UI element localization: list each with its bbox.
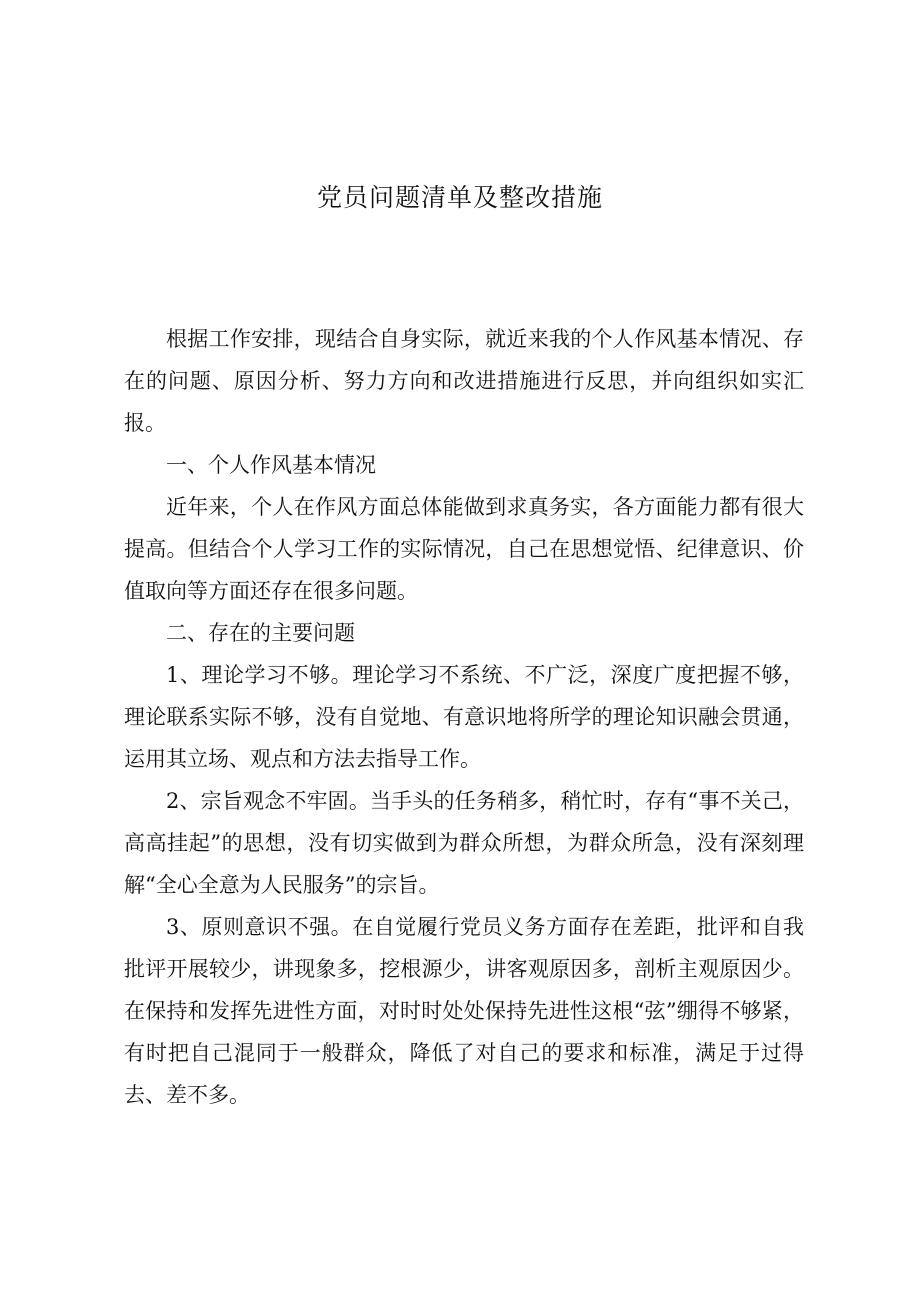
document-title: 党员问题清单及整改措施 [316,183,603,212]
paragraph-problem-2: 2、宗旨观念不牢固。当手头的任务稍多，稍忙时，存有“事不关己，高高挂起”的思想，没有切实做到为群众所想，为群众所急，没有深刻理解“全心全意为人民服务”的宗旨。 [124,789,804,897]
paragraph-basic-situation: 近年来，个人在作风方面总体能做到求真务实，各方面能力都有很大提高。但结合个人学习工作的实际情况，自己在思想觉悟、纪律意识、价值取向等方面还存在很多问题。 [124,495,804,603]
section-heading-2: 二、存在的主要问题 [166,621,355,645]
document-body [124,318,804,1116]
paragraph-problem-1: 1、理论学习不够。理论学习不系统、不广泛，深度广度把握不够，理论联系实际不够，没有自觉地、有意识地将所学的理论知识融会贯通，运用其立场、观点和方法去指导工作。 [124,663,804,771]
paragraph-intro: 根据工作安排，现结合自身实际，就近来我的个人作风基本情况、存在的问题、原因分析、努力方向和改进措施进行反思，并向组织如实汇报。 [124,327,804,435]
section-heading-1: 一、个人作风基本情况 [166,453,376,477]
paragraph-problem-3: 3、原则意识不强。在自觉履行党员义务方面存在差距，批评和自我批评开展较少，讲现象多，挖根源少，讲客观原因多，剖析主观原因少。在保持和发挥先进性方面，对时时处处保持先进性这根“弦”绷得不够紧，有时把自己混同于一般群众，降低了对自己的要求和标准，满足于过得去、差不多。 [124,915,804,1107]
